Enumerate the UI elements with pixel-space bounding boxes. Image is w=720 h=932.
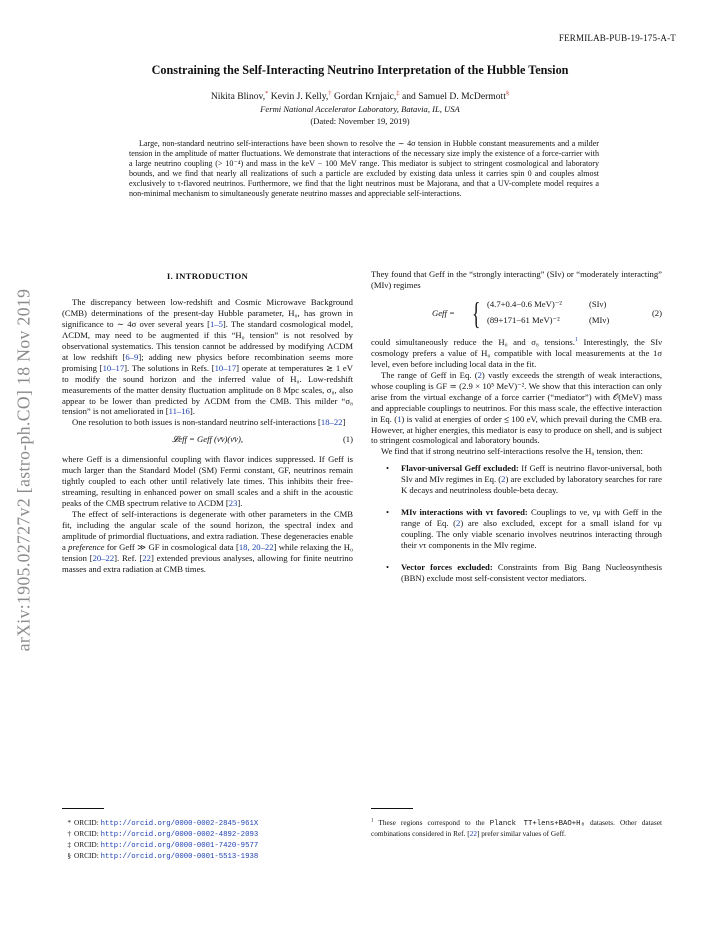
footnote: † ORCID: http://orcid.org/0000-0002-4892-2093 [67, 829, 259, 839]
footnote-1: $^1$ These regions correspond to the Planck TT+lens+BAO+H₀ datasets. Other dataset combinations considered in Ref. [22] prefer similar values of Geff. [371, 818, 662, 838]
equation-case-label: (SIν) [589, 298, 607, 309]
equation-link[interactable]: 2 [477, 369, 482, 380]
abstract-text: Large, non-standard neutrino self-interactions have been shown to resolve the ∼ 4σ tension in Hubble constant measurements and a milder tension in the amplitude of matter fluctuations. We demonstrate that interactions of the necessary size imply the existence of a force-carrier with a large neutrino coupling (> 10⁻⁴) and mass in the keV − 100 MeV range. This mediator is subject to stringent cosmological and laboratory bounds, and we find that nearly all realizations of such a particle are excluded by existing data unless it carries spin 0 and couples almost exclusively to τ-flavored neutrinos. Furthermore, we find that the light neutrinos must be Majorana, and that a UV-complete model requires a non-minimal mechanism to simultaneously generate neutrino masses and appreciable self-interactions. [129, 139, 599, 199]
citation-link[interactable]: 10–17 [214, 362, 237, 373]
orcid-link[interactable]: http://orcid.org/0000-0002-2845-961X [100, 820, 259, 828]
intro-paragraph: where Geff is a dimensionful coupling with flavor indices suppressed. If Geff is much larger than the Standard Model (SM) Fermi constant, GF, neutrinos remain tightly coupled to each other until relatively late times. This inhibits their free-streaming, resulting in enhanced power on small scales and a shift in the acoustic peaks of the CMB spectrum relative to ΛCDM [23]. [62, 454, 353, 509]
intro-paragraph: The discrepancy between low-redshift and Cosmic Microwave Background (CMB) determinations of the present-day Hubble parameter, H₀, has grown in significance to ∼ 4σ over several years [1–5]. The standard cosmological model, ΛCDM, may need to be augmented if this “H₀ tension” is not resolved by observational systematics. This tension cannot be addressed by modifying ΛCDM at low redshift [6–9]; adding new physics before recombination seems more promising [10–17]. The solutions in Refs. [10–17] operate at temperatures ≳ 1 eV to modify the sound horizon and the inferred value of H₀. Low-redshift measurements of the matter density fluctuation amplitude on 8 Mpc scales, σ₈, also appear to be lower than predicted by ΛCDM from the CMB. This milder “σ₈ tension” is not ameliorated in [11–16]. [62, 296, 353, 417]
findings-list [371, 463, 662, 584]
body-paragraph: They found that Geff in the “strongly interacting” (SIν) or “moderately interacting” (MIν) regimes [371, 269, 662, 290]
citation-link[interactable]: 22 [469, 829, 477, 838]
bullet-icon: • [386, 507, 390, 518]
citation-link[interactable]: 11–16 [168, 406, 190, 417]
orcid-link[interactable]: http://orcid.org/0000-0001-5513-1938 [100, 853, 259, 861]
author-footnotes [62, 818, 258, 862]
equation-case: (4.7+0.4−0.6 MeV)⁻² [487, 298, 562, 309]
footnote: * ORCID: http://orcid.org/0000-0002-2845-961X [67, 818, 259, 828]
dated-line: (Dated: November 19, 2019) [310, 116, 410, 126]
equation-link[interactable]: 2 [501, 474, 506, 485]
author-name: Kevin J. Kelly, [268, 91, 329, 102]
abstract [129, 139, 599, 200]
arxiv-identifier: arXiv:1905.02727v2 [astro-ph.CO] 18 Nov 2019 [13, 288, 34, 652]
list-item: • MIν interactions with ντ favored: Couplings to νe, νμ with Geff in the range of Eq. (2) are also excluded, except for a small island for νμ coupling. The only viable scenario involves neutrinos interacting through their ντ components in the MIν regime. [386, 507, 662, 551]
body-paragraph: could simultaneously reduce the H₀ and σ₈ tensions.$^1$ Interestingly, the SIν cosmology prefers a value of H₀ compatible with local measurements at the 1σ level, even before including local data in the fit. [371, 336, 662, 369]
equation-link[interactable]: 1 [397, 413, 402, 424]
citation-link[interactable]: 18, 20–22 [238, 542, 274, 553]
section-heading: I. INTRODUCTION [166, 271, 249, 281]
equation-number: (2) [651, 307, 662, 318]
author-name: and Samuel D. McDermott [399, 91, 506, 102]
brace-symbol: { [472, 294, 481, 331]
bullet-icon: • [386, 562, 390, 573]
citation-link[interactable]: 6–9 [125, 351, 139, 362]
body-paragraph: The range of Geff in Eq. (2) vastly exceeds the strength of weak interactions, whose coupling is GF ≃ (2.9 × 10⁵ MeV)⁻². We show that this interaction can only arise from the virtual exchange of a force carrier (“mediator”) with 𝒪(MeV) mass and appreciable couplings to neutrinos. For this mass scale, the effective interaction in Eq. (1) is valid at energies of order ≲ 100 eV, which prevail during the CMB era. However, at higher energies, this mediator is easy to produce on shell, and is subject to stringent cosmological and laboratory bounds. [371, 369, 662, 446]
equation-1 [62, 428, 353, 454]
footnote-divider [371, 808, 413, 809]
equation-case-label: (MIν) [589, 314, 610, 325]
footnote-link[interactable]: 1 [574, 337, 578, 344]
author-name: Gordan Krnjaic, [331, 91, 397, 102]
report-number: FERMILAB-PUB-19-175-A-T [558, 33, 676, 43]
equation-link[interactable]: 2 [456, 518, 461, 529]
equation-case: (89+171−61 MeV)⁻² [487, 314, 560, 325]
orcid-link[interactable]: http://orcid.org/0000-0002-4892-2093 [100, 831, 259, 839]
dataset-name: Planck TT+lens+BAO+H₀ [489, 820, 585, 828]
intro-paragraph: One resolution to both issues is non-standard neutrino self-interactions [18–22] [72, 417, 346, 428]
author-name: Nikita Blinov, [210, 91, 266, 102]
bullet-icon: • [386, 463, 390, 474]
citation-link[interactable]: 10–17 [102, 362, 125, 373]
footnote: § ORCID: http://orcid.org/0000-0001-5513-1938 [67, 851, 259, 861]
footnote-divider [62, 808, 104, 809]
citation-link[interactable]: 22 [142, 552, 151, 563]
author-footnote-mark[interactable]: * [265, 89, 269, 97]
list-item: • Vector forces excluded: Constraints from Big Bang Nucleosynthesis (BBN) exclude most self-consistent vector mediators. [386, 562, 663, 584]
list-item: • Flavor-universal Geff excluded: If Geff is neutrino flavor-universal, both SIν and MIν regimes in Eq. (2) are excluded by laboratory searches for rare K decays and neutrinoless double-beta decay. [386, 463, 662, 496]
intro-paragraph: The effect of self-interactions is degenerate with other parameters in the CMB fit, including the angular scale of the sound horizon, the spectral index and amplitude of primordial fluctuations, and extra radiation. These degeneracies enable a preference for Geff ≫ GF in cosmological data [18, 20–22] while relaxing the H₀ tension [20–22]. Ref. [22] extended previous analyses, allowing for finite neutrino masses and extra radiation at CMB times. [62, 509, 353, 574]
citation-link[interactable]: 1–5 [209, 318, 223, 329]
citation-link[interactable]: 23 [228, 498, 238, 509]
equation-lhs: Geff = [432, 307, 455, 318]
body-paragraph: We find that if strong neutrino self-interactions resolve the H₀ tension, then: [381, 446, 643, 457]
left-column [62, 271, 353, 575]
equation-body: 𝓛eff = Geff (ν̄ν)(ν̄ν), [172, 434, 243, 445]
footnote: ‡ ORCID: http://orcid.org/0000-0001-7420-9577 [67, 840, 259, 850]
citation-link[interactable]: 20–22 [92, 552, 115, 563]
orcid-link[interactable]: http://orcid.org/0000-0001-7420-9577 [100, 842, 259, 850]
author-footnote-mark[interactable]: § [505, 89, 510, 97]
equation-2 [371, 294, 662, 333]
citation-link[interactable]: 18–22 [320, 417, 343, 428]
right-column [371, 269, 662, 595]
author-footnote-mark[interactable]: ‡ [396, 89, 400, 97]
equation-number: (1) [342, 434, 353, 445]
paper-title: Constraining the Self-Interacting Neutrino Interpretation of the Hubble Tension [151, 63, 569, 77]
author-list [40, 91, 680, 102]
affiliation: Fermi National Accelerator Laboratory, Batavia, IL, USA [260, 104, 460, 114]
author-footnote-mark[interactable]: † [328, 89, 332, 97]
